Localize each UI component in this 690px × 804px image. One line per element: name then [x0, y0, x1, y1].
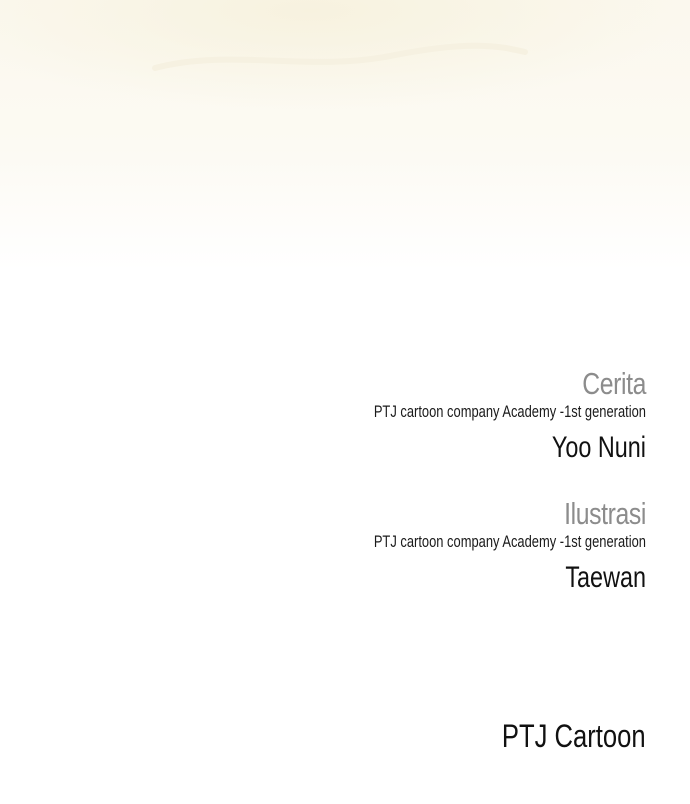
- faded-header-background: [0, 0, 690, 270]
- credit-story: [246, 364, 646, 468]
- ghost-swash-decoration: [150, 38, 530, 78]
- affiliation-story: PTJ cartoon company Academy -1st generation: [373, 402, 646, 421]
- author-name: Yoo Nuni: [551, 431, 646, 464]
- credits-block: [246, 364, 646, 598]
- affiliation-illustration: PTJ cartoon company Academy -1st generation: [373, 532, 646, 551]
- credit-spacer: [246, 468, 646, 494]
- role-label-illustration: Ilustrasi: [564, 496, 646, 531]
- role-label-story: Cerita: [582, 366, 646, 401]
- publisher-name: PTJ Cartoon: [502, 718, 646, 754]
- credit-illustration: [246, 494, 646, 598]
- illustrator-name: Taewan: [565, 561, 646, 594]
